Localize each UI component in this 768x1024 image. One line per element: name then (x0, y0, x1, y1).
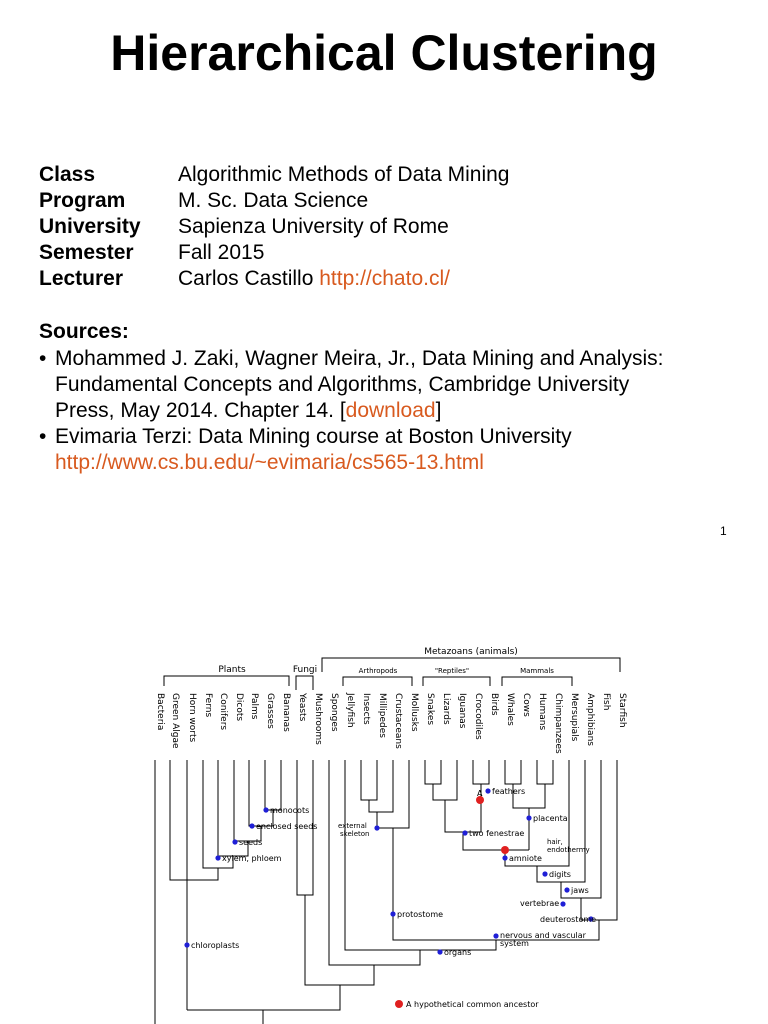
info-key: Lecturer (39, 267, 124, 290)
leaf-label: Starfish (617, 693, 627, 728)
node-dot (564, 887, 569, 892)
leaf-label: Bacteria (155, 693, 165, 731)
node-dot (493, 933, 498, 938)
leaf-label: Sponges (329, 693, 339, 732)
leaf-label: Mollusks (409, 693, 419, 732)
sources-heading: Sources: (39, 320, 129, 343)
tree-branch (502, 677, 572, 686)
tree-branch (425, 760, 441, 784)
bullet: • (39, 347, 47, 370)
group-label-fungi: Fungi (292, 665, 318, 675)
info-value: Carlos Castillo (178, 267, 320, 290)
group-label-arthropods: Arthropods (358, 667, 398, 675)
info-row-lecturer (39, 266, 509, 292)
group-label-plants: Plants (218, 665, 246, 675)
source-text: Fundamental Concepts and Algorithms, Cambridge University (55, 373, 630, 396)
node-label: hair, (547, 838, 563, 846)
leaf-label: Conifers (218, 693, 228, 731)
node-dot (485, 788, 490, 793)
tree-branch (369, 760, 393, 812)
info-value: Algorithmic Methods of Data Mining (178, 163, 510, 186)
ancestor-dot (501, 846, 509, 854)
node-dot (390, 911, 395, 916)
leaf-label: Whales (505, 693, 515, 726)
node-dot (462, 830, 467, 835)
info-key: Semester (39, 241, 134, 264)
tree-branch (329, 760, 420, 965)
node-dot (526, 815, 531, 820)
node-label: feathers (492, 787, 526, 796)
info-key: Program (39, 189, 126, 212)
tree-branch (187, 985, 340, 1010)
node-label: seeds (239, 838, 263, 847)
node-label: amniote (509, 854, 542, 863)
slide-title: Hierarchical Clustering (110, 25, 658, 81)
tree-branch (445, 800, 481, 832)
node-dot (263, 807, 268, 812)
course-info (39, 162, 509, 292)
node-label: protostome (397, 910, 444, 919)
info-value: Sapienza University of Rome (178, 215, 449, 238)
node-dot (232, 839, 237, 844)
leaf-label: Lizards (441, 693, 451, 725)
node-label: endothermy (547, 846, 590, 854)
tree-branch (581, 760, 617, 920)
leaf-label: Iguanas (457, 693, 467, 729)
tree-branch (433, 760, 457, 800)
node-label: monocots (270, 806, 310, 815)
source-text: Press, May 2014. Chapter 14. [ (55, 399, 346, 422)
node-dot (542, 871, 547, 876)
tree-branch (296, 676, 313, 690)
info-value: Fall 2015 (178, 241, 265, 264)
leaf-label: Amphibians (585, 693, 595, 746)
group-label-mammals: Mammals (520, 667, 554, 675)
leaf-label: Green Algae (170, 693, 180, 749)
leaf-label: Cows (521, 693, 531, 717)
node-label: placenta (533, 814, 568, 823)
leaf-label: Bananas (281, 693, 291, 732)
leaf-label: Crocodiles (473, 693, 483, 740)
info-row-university (39, 214, 509, 240)
tree-branch (305, 895, 374, 985)
leaf-label: Crustaceans (393, 693, 403, 749)
info-row-program (39, 188, 509, 214)
leaf-label: Palms (249, 693, 259, 720)
info-key: University (39, 215, 141, 238)
info-row-semester (39, 240, 509, 266)
leaf-label: Snakes (425, 693, 435, 726)
leaf-label: Birds (489, 693, 499, 716)
ancestor-marker-label: A (477, 789, 483, 798)
leaf-label: Chimpanzees (553, 693, 563, 754)
leaf-label: Yeasts (297, 693, 307, 722)
source-text: Evimaria Terzi: Data Mining course at Boston University (55, 425, 572, 448)
tree-branch (505, 760, 521, 784)
node-label: two fenestrae (469, 829, 525, 838)
tree-of-life-diagram (148, 640, 628, 1024)
lecturer-link[interactable]: http://chato.cl/ (319, 267, 450, 290)
tree-branch (249, 760, 273, 826)
leaf-label: Insects (361, 693, 371, 725)
legend-label: A hypothetical common ancestor (406, 1000, 539, 1009)
source-text: Mohammed J. Zaki, Wagner Meira, Jr., Data Mining and Analysis: (55, 347, 664, 370)
leaf-label: Mersupials (569, 693, 579, 742)
node-dot (249, 823, 254, 828)
tree-branch (170, 760, 187, 880)
legend-ancestor-dot (395, 1000, 403, 1008)
tree-branch (164, 676, 289, 686)
node-label: vertebrae (520, 899, 560, 908)
group-label-metazoans: Metazoans (animals) (424, 647, 518, 657)
group-label-reptiles: "Reptiles" (434, 667, 470, 675)
leaf-label: Humans (537, 693, 547, 731)
leaf-label: Mushrooms (313, 693, 323, 745)
node-label: xylem, phloem (222, 854, 282, 863)
bullet: • (39, 425, 47, 448)
node-dot (184, 942, 189, 947)
source-item-terzi (39, 424, 739, 476)
leaf-label: Fish (601, 693, 611, 711)
tree-branch (265, 760, 281, 810)
download-link[interactable]: download (345, 399, 436, 422)
node-label: digits (549, 870, 571, 879)
leaf-label: Dicots (234, 693, 244, 722)
node-label: deuterostome (540, 915, 597, 924)
node-label: enclosed seeds (256, 822, 318, 831)
source-item-zaki (39, 346, 739, 424)
node-label: skeleton (340, 830, 370, 838)
node-dot (560, 901, 565, 906)
tree-branch (343, 677, 412, 686)
node-label: system (500, 939, 529, 948)
course-link[interactable]: http://www.cs.bu.edu/~evimaria/cs565-13.html (55, 451, 484, 474)
tree-branch (473, 760, 489, 784)
leaf-label: Ferns (203, 693, 213, 718)
node-label: organs (444, 948, 472, 957)
tree-branch (345, 760, 496, 950)
node-label: jaws (571, 886, 589, 895)
source-text: ] (435, 399, 442, 422)
tree-branch (423, 677, 490, 686)
page-number: 1 (720, 524, 727, 538)
node-dot (502, 855, 507, 860)
info-value: M. Sc. Data Science (178, 189, 369, 212)
node-dot (374, 825, 379, 830)
node-dot (437, 949, 442, 954)
node-label: nervous and vascular (500, 931, 586, 940)
node-dot (215, 855, 220, 860)
info-row-class (39, 162, 509, 188)
leaf-label: Millipedes (377, 693, 387, 738)
tree-svg (148, 640, 628, 1024)
leaf-label: Grasses (265, 693, 275, 729)
info-key: Class (39, 163, 96, 186)
tree-branch (537, 760, 553, 784)
node-label: external (338, 822, 367, 830)
leaf-label: Jellyfish (345, 693, 355, 728)
tree-branch (361, 760, 377, 800)
leaf-label: Horn worts (187, 693, 197, 743)
node-label: chloroplasts (191, 941, 240, 950)
